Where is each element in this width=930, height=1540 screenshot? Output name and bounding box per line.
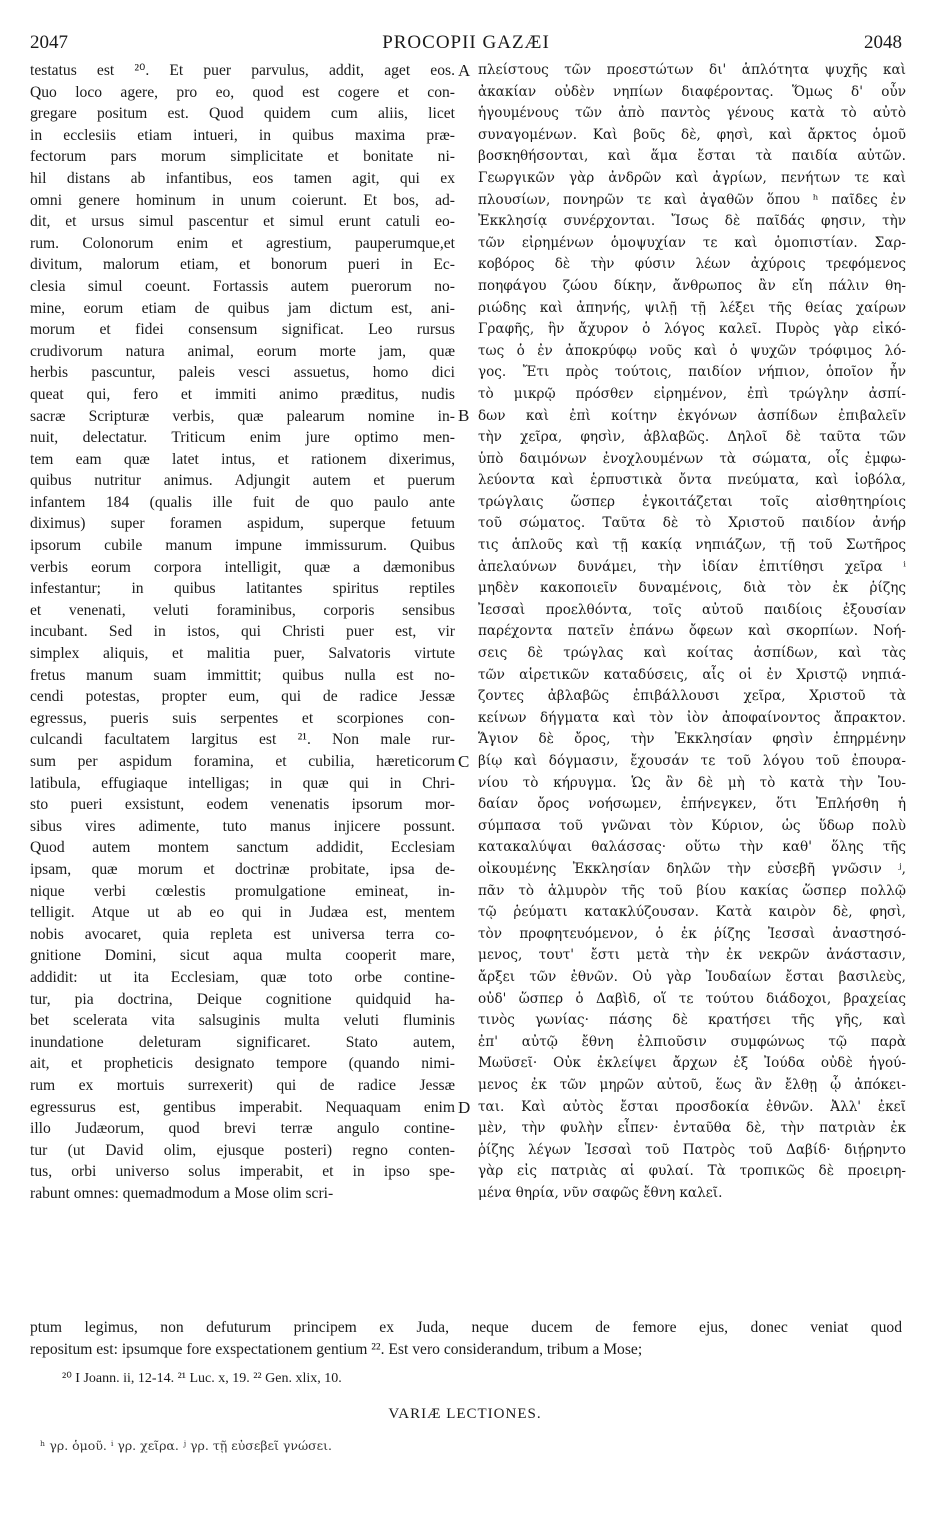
full-width-text-line: ptum legimus, non defuturum principem ex Juda, neque ducem de femore ejus, donec veniat quod (30, 1319, 902, 1336)
greek-text-line: νίου τὸ κήρυγμα. Ὡς ἂν δὲ μὴ τὸ κατὰ τὴν Ἰου- (478, 774, 906, 791)
latin-text-line: telligit. Atque ut ab eo qui in Judæa est, mentem (30, 904, 455, 922)
latin-text-line: tur, pia doctrina, Deique cognitione quidquid ha- (30, 990, 455, 1008)
latin-text-line: sibus vires adimente, tuto manus injicere possunt. (30, 817, 455, 835)
right-column-number: 2048 (864, 32, 902, 53)
greek-text-line: παρέχοντα πατεῖν ἐπάνω ὄφεων καὶ σκορπίων. Νοή- (478, 623, 906, 640)
greek-text-line: τὸ μικρῷ πρόσθεν εἰρημένον, ἐπὶ τρώγλην ἀσπί- (478, 385, 906, 402)
latin-text-line: nobis avocaret, quia repleta est universa terra co- (30, 925, 455, 943)
greek-text-line: πᾶν τὸ ἁλμυρὸν τῆς τοῦ βίου κακίας ὥσπερ πολλῷ (478, 882, 906, 899)
section-marker-c: C (458, 752, 470, 771)
latin-text-line: queat qui, fero et immiti animo præditus, nudis (30, 385, 455, 403)
greek-text-line: κοβόρος δὲ τὴν φύσιν λέων ἀχύροις τρεφόμενος (478, 256, 906, 273)
greek-text-line: συναγομένων. Καὶ βοῦς δὲ, φησὶ, καὶ ἄρκτος ὁμοῦ (478, 126, 906, 143)
greek-text-line: τῶν εἰρημένων ὁμοψυχίαν τε καὶ ὁμοπιστίαν. Σαρ- (478, 234, 906, 251)
section-marker-a: A (458, 61, 471, 80)
greek-text-line: τις ἁπλοῦς καὶ τῇ κακίᾳ νηπιάζων, τῇ τοῦ Σωτῆρος (478, 537, 906, 554)
greek-text-line: τῶν αἱρετικῶν καταδύσεις, αἷς οἱ ἐν Χριστῷ νηπιά- (478, 666, 906, 683)
greek-text-line: ῥίζης λέγων Ἰεσσαὶ τοῦ Πατρὸς τοῦ Δαβίδ· διῄρηντο (478, 1141, 906, 1158)
greek-text-line: κατακαλύψαι θαλάσσας· οὕτω τὴν καθ' ὅλης τῆς (478, 839, 906, 856)
full-width-text-line: repositum est: ipsumque fore exspectationem gentium ²². Est vero considerandum, tribum a Mose; (30, 1341, 643, 1358)
latin-text-line: tem eam quæ latet intus, et rationem dixerimus, (30, 450, 455, 468)
latin-text-line: morum et fidei consensum significat. Leo rursus (30, 321, 455, 339)
latin-text-line: cendi potestas, propter eum, qui de radice Jessæ (30, 688, 455, 706)
greek-text-line: μηδὲν κακοποιεῖν δυναμένοις, διὰ τὸν ἐκ ῥίζης (478, 580, 906, 597)
latin-text-line: infantem 184 (qualis ille fuit de quo paulo ante (30, 493, 455, 511)
greek-text-line: γὰρ εἰς πατριὰς αἱ φυλαί. Τὰ τροπικῶς δὲ προειρη- (478, 1163, 906, 1180)
greek-text-line: τινὸς γωνίας· πάσης δὲ κρατήσει τῆς γῆς, καὶ (478, 1012, 906, 1029)
latin-text-line: ait, et propheticis designato tempore (quando nimi- (30, 1055, 455, 1073)
greek-text-line: βοσκηθήσονται, καὶ ἅμα ἔσται τὰ παιδία αὐτῶν. (478, 148, 906, 165)
latin-text-line: clesia simul coeunt. Fortassis autem puerorum no- (30, 277, 455, 295)
latin-text-line: latibula, effugiaque intelligas; in quæ qui in Chri- (30, 774, 455, 792)
greek-text-line: τῷ ῥεύματι κατακλύζουσαν. Κατὰ καιρὸν δὲ, φησὶ, (478, 904, 906, 921)
greek-text-line: τοῦ σώματος. Ταῦτα δὲ τὸ Χριστοῦ παιδίον ἀνήρ (478, 515, 906, 532)
latin-text-line: divitum, malorum etiam, et bonorum pueri in Ec- (30, 256, 455, 274)
latin-text-line: sum per aspidum foramina, et cubilia, hæreticorum (30, 753, 455, 770)
latin-text-line: incubant. Sed in istos, qui Christi puer est, vir (30, 623, 455, 641)
greek-text-line: σύμπασα τοῦ γνῶναι τὸν Κύριον, ὡς ὕδωρ πολὺ (478, 817, 906, 834)
latin-text-line: tur (ut David olim, ejusque posteri) regno conten- (30, 1141, 455, 1159)
greek-text-line: ζοντες ἀβλαβῶς ἐπιβάλλουσι χεῖρα, Χριστοῦ τὰ (478, 688, 906, 705)
latin-text-line: quibus nutritur animus. Adjungit autem et puerum (30, 472, 455, 490)
latin-text-line: omni genere hominum in unum coierunt. Et bos, ad- (30, 191, 455, 209)
latin-text-line: dit, et ursus simul pascentur et simul erunt catuli eo- (30, 213, 455, 231)
latin-text-line: inundatione deleturam significaret. Stato autem, (30, 1033, 455, 1051)
variae-lectiones-heading: VARIÆ LECTIONES. (388, 1406, 542, 1422)
latin-text-line: infestantur; in quibus latitantes spiritus reptiles (30, 580, 455, 598)
full-width-text (30, 1317, 902, 1361)
footnotes: ²⁰ I Joann. ii, 12-14. ²¹ Luc. x, 19. ²² Gen. xlix, 10. (62, 1371, 342, 1386)
latin-text-line: herbis pascuntur, paleis vesci assuetus, homo dici (30, 364, 455, 382)
latin-text-line: rabunt omnes: quemadmodum a Mose olim scri- (30, 1184, 334, 1202)
latin-text-line: verbis eorum corpora intelligit, quæ a dæmonibus (30, 558, 455, 576)
latin-text-line: Quo loco agere, pro eo, quod est cogere et con- (30, 83, 455, 101)
variae-lectiones-text: ʰ γρ. ὁμοῦ. ⁱ γρ. χεῖρα. ʲ γρ. τῇ εὐσεβεῖ γνώσει. (40, 1438, 333, 1453)
latin-text-line: simplex aliquis, et malitia puer, Salvatoris virtute (30, 645, 455, 663)
latin-text-line: illo Judæorum, quod brevi terræ angulo contine- (30, 1120, 455, 1138)
greek-text-line: γος. Ἔτι πρὸς τούτοις, παιδίον νήπιον, ὁποῖον ἦν (478, 364, 906, 381)
latin-text-line: sacræ Scripturæ verbis, quæ palearum nomine in- (30, 407, 455, 425)
latin-text-line: nuit, delectatur. Triticum enim jure optimo men- (30, 429, 455, 447)
greek-text-line: ται. Καὶ αὐτὸς ἔσται προσδοκία ἐθνῶν. Ἀλλ' ἐκεῖ (478, 1098, 906, 1115)
greek-text-line: Ἰεσσαὶ προελθόντα, τοῖς αὐτοῦ παιδίοις ἐξουσίαν (478, 601, 906, 618)
greek-text-line: τὸν προφητευόμενον, ὁ ἐκ ῥίζης Ἰεσσαὶ ἀναστησό- (478, 925, 906, 942)
greek-text-line: μὲν, τὴν φυλὴν εἶπεν· ἐνταῦθα δὲ, τὴν πατριὰν ἐκ (478, 1120, 906, 1137)
latin-text-line: fretus manum suam immittit; quibus nulla est no- (30, 666, 455, 684)
greek-text-line: τως ὁ ἐν ἀποκρύφῳ νοῦς καὶ ὁ ψυχῶν τρόφιμος λό- (478, 342, 906, 359)
latin-text-line: rum ex mortuis surrexerit) qui de radice Jessæ (30, 1076, 455, 1094)
greek-text-line: λεύοντα καὶ ἑρπυστικὰ ὄντα πνεύματα, καὶ ἰοβόλα, (478, 472, 906, 489)
section-marker-b: B (458, 406, 470, 425)
latin-text-line: ipsorum cubile manum impune immissurum. Quibus (30, 537, 455, 555)
latin-text-line: egressurus est, gentibus imperabit. Nequaquam enim (30, 1098, 455, 1116)
latin-text-line: rum. Colonorum enim et agrestium, pauperumque,et (30, 234, 455, 252)
latin-text-line: egressus, pueris suis serpentes et scorpiones con- (30, 709, 455, 727)
latin-text-line: gregare positum est. Quod quidem cum aliis, licet (30, 105, 455, 123)
greek-text-line: ἄρξει τῶν ἐθνῶν. Οὐ γὰρ Ἰουδαίων ἔσται βασιλεὺς, (478, 968, 906, 985)
latin-text-line: addidit: ut ita Ecclesiam, quæ toto orbe contine- (30, 968, 455, 986)
latin-column (30, 60, 455, 1204)
latin-text-line: sto pueri exsistunt, eodem venenatis ipsorum mor- (30, 796, 455, 814)
greek-text-line: ἀπελαύνων δυνάμει, τὴν ἰδίαν ἐπιτίθησι χεῖρα ⁱ (478, 558, 906, 575)
greek-text-line: ριώδης καὶ ἀπηνής, ψιλῇ τῇ λέξει τῆς θείας χαίρων (478, 299, 906, 316)
greek-text-line: πλουσίων, πονηρῶν τε καὶ ἀγαθῶν ὅπου ʰ παῖδες ἐν (478, 191, 906, 208)
greek-column (478, 60, 906, 1204)
latin-text-line: testatus est ²⁰. Et puer parvulus, addit, aget eos. (30, 62, 455, 79)
greek-text-line: οὐδ' ὥσπερ ὁ Δαβὶδ, οἵ τε τούτου διάδοχοι, βραχείας (478, 990, 906, 1007)
latin-text-line: Quod autem montem sanctum addidit, Ecclesiam (30, 839, 455, 857)
greek-text-line: μένα θηρία, νῦν σαφῶς ἔθνη καλεῖ. (478, 1184, 723, 1201)
greek-text-line: Ἅγιον δὲ ὄρος, τὴν Ἐκκλησίαν φησὶν ἐπηρμένην (478, 731, 906, 748)
greek-text-line: μενος ἐκ τῶν μηρῶν αὐτοῦ, ἕως ἂν ἔλθῃ ᾧ ἀπόκει- (478, 1076, 906, 1093)
latin-text-line: culcandi facultatem largitus est ²¹. Non male rur- (30, 731, 455, 749)
latin-text-line: nique verbi cœlestis promulgatione emineat, in- (30, 882, 455, 900)
greek-text-line: δων καὶ ἐπὶ κοίτην ἐκγόνων ἀσπίδων ἐπιβαλεῖν (478, 407, 906, 424)
left-column-number: 2047 (30, 32, 68, 53)
latin-text-line: gnitione Domini, sicut aqua multa cooperit mare, (30, 947, 455, 965)
greek-text-line: μενος, τουτ' ἔστι μετὰ τὴν ἐκ νεκρῶν ἀνάστασιν, (478, 947, 906, 964)
greek-text-line: σεις δὲ τρώγλας καὶ κοίτας ἀσπίδων, καὶ τὰς (478, 645, 906, 662)
latin-text-line: in ecclesiis etiam intueri, in quibus maxima præ- (30, 126, 455, 144)
greek-text-line: Μωϋσεῖ· Οὐκ ἐκλείψει ἄρχων ἐξ Ἰούδα οὐδὲ ἡγού- (478, 1055, 906, 1072)
latin-text-line: ipsam, quæ morum et doctrinæ probitate, ipsa de- (30, 860, 455, 878)
section-marker-d: D (458, 1098, 471, 1117)
greek-text-line: ὑπὸ δαιμόνων ἐνοχλουμένων τὰ σώματα, οἷς ἐμφω- (478, 450, 906, 467)
latin-text-line: tus, orbi universo solus imperabit, et in ipso spe- (30, 1163, 455, 1181)
greek-text-line: τὴν χεῖρα, φησὶν, ἀβλαβῶς. Δηλοῖ δὲ ταῦτα τῶν (478, 429, 906, 446)
latin-text-line: bet scelerata vita salsuginis multa veluti fluminis (30, 1012, 455, 1030)
greek-text-line: πλείστους τῶν προεστώτων δι' ἁπλότητα ψυχῆς καὶ (478, 62, 906, 78)
running-title: PROCOPII GAZÆI (382, 32, 550, 53)
greek-text-line: Γεωργικῶν γὰρ ἀνδρῶν καὶ ἀγρίων, πενήτων τε καὶ (478, 169, 906, 186)
latin-text-line: crudivorum natura animal, eorum morte jam, quæ (30, 342, 455, 360)
latin-text-line: et venenati, veluti foraminibus, corporis sensibus (30, 601, 455, 619)
greek-text-line: ἡγουμένους τῶν ἀπὸ παντὸς γένους κατὰ τὸ αὐτὸ (478, 105, 906, 122)
latin-text-line: fectorum pars morum simplicitate et bonitate ni- (30, 148, 455, 166)
latin-text-line: hil distans ab infantibus, eos tamen agit, qui ex (30, 169, 455, 187)
greek-text-line: ἐπ' αὐτῷ ἔθνη ἐλπιοῦσιν συμφώνως τῷ παρὰ (478, 1033, 906, 1050)
latin-text-line: mine, eorum etiam de quibus jam dictum est, ani- (30, 299, 455, 317)
greek-text-line: Γραφῆς, ἣν ἄχυρον ὁ λόγος καλεῖ. Πυρὸς γὰρ εἰκό- (478, 321, 906, 338)
greek-text-line: ἀκακίαν οὐδὲν νηπίων διαφέροντας. Ὅμως δ' οὖν (478, 83, 906, 100)
latin-text-line: diximus) super foramen aspidum, superque fetuum (30, 515, 455, 533)
greek-text-line: οἰκουμένης Ἐκκλησίαν δηλῶν τὴν εὐσεβῆ γνῶσιν ʲ, (478, 860, 906, 877)
greek-text-line: τρώγλαις ὥσπερ ἐγκοιτάζεται τοῖς αἰσθητηρίοις (478, 493, 906, 510)
greek-text-line: δαίαν ὄρος νοήσωμεν, ἐπήνεγκεν, ὅτι Ἐπλήσθη ἡ (478, 796, 906, 813)
greek-text-line: ποηφάγου ζώου δίκην, ἄνθρωπος ἂν εἴη πάλιν θη- (478, 277, 906, 294)
greek-text-line: κείνων δήγματα καὶ τὸν ἰὸν ἀποφαίνοντος ἄπρακτον. (478, 709, 906, 726)
page-header (30, 32, 902, 56)
greek-text-line: Ἐκκλησίᾳ συνέρχονται. Ἴσως δὲ παῖδάς φησιν, τὴν (478, 213, 906, 230)
greek-text-line: βίῳ καὶ δόγμασιν, ἔχουσάν τε τοῦ λόγου τοῦ ἐπουρα- (478, 753, 906, 769)
